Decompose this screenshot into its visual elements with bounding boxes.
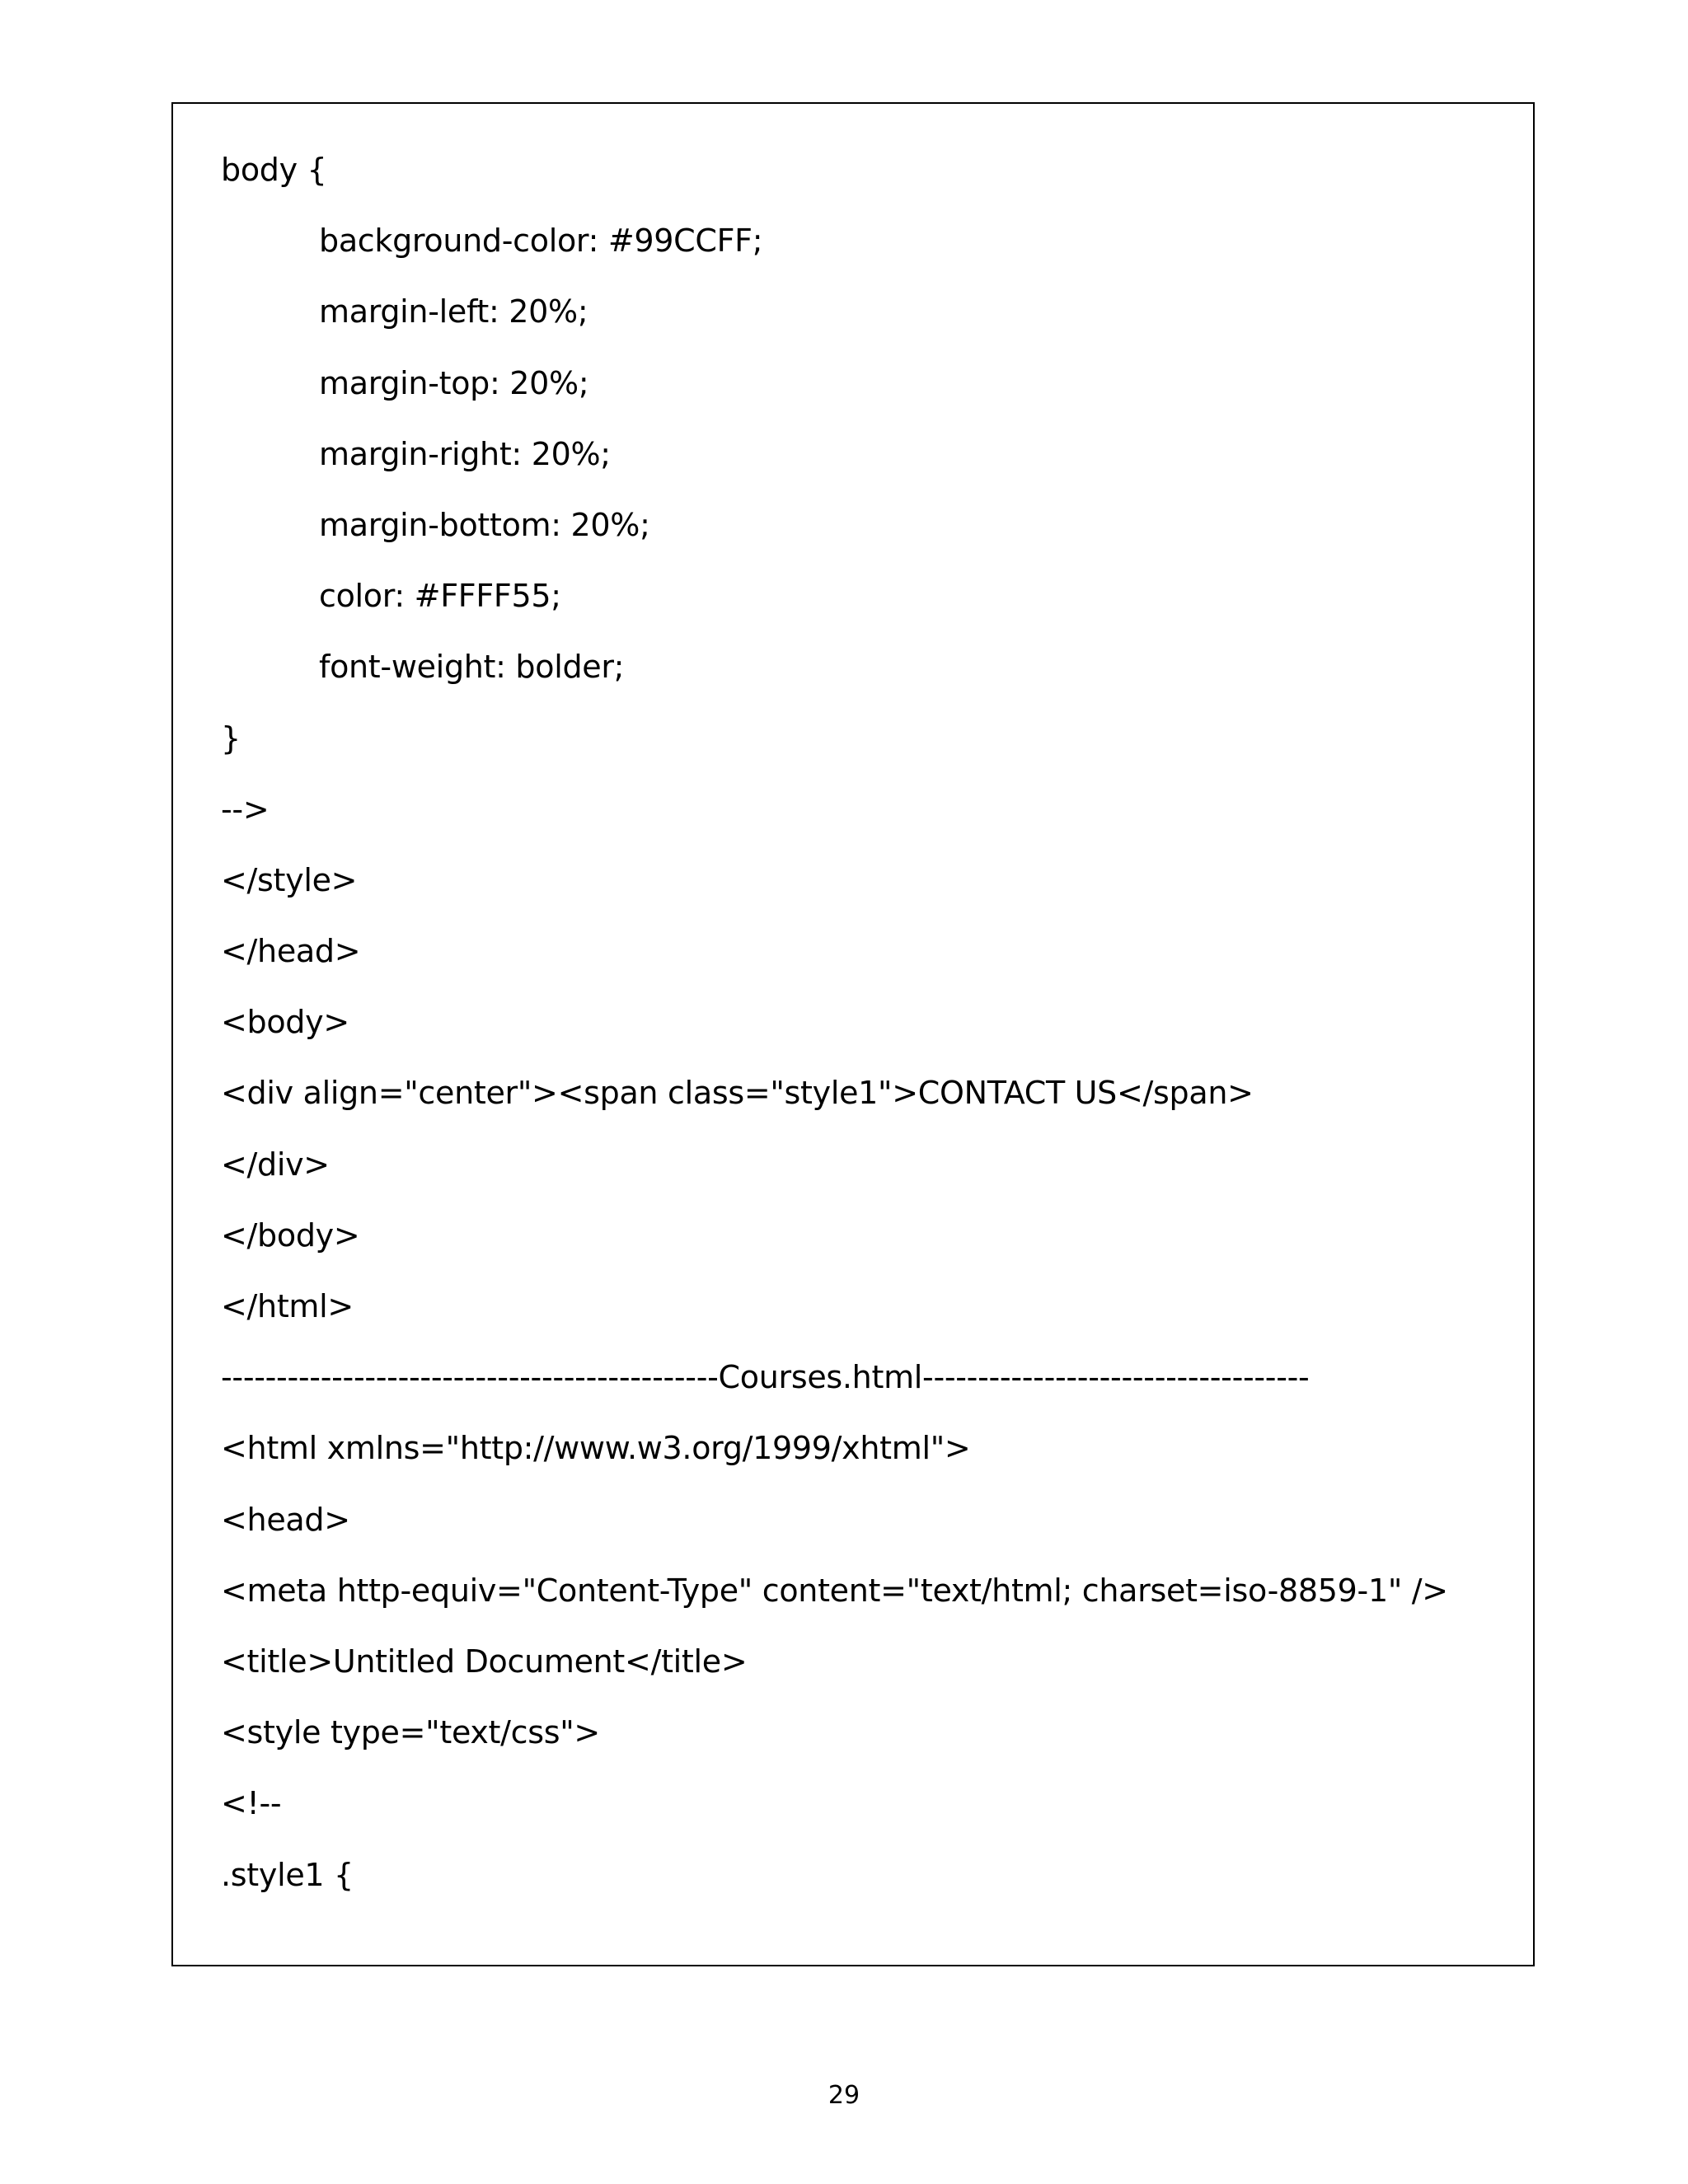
code-line: body { [221, 152, 327, 188]
code-line: <style type="text/css"> [221, 1714, 600, 1751]
code-line: </html> [221, 1288, 354, 1324]
code-line: } [221, 719, 241, 757]
code-line: margin-bottom: 20%; [319, 506, 650, 543]
code-line: margin-right: 20%; [319, 435, 611, 472]
code-line: .style1 { [221, 1856, 354, 1893]
code-line: margin-left: 20%; [319, 293, 588, 330]
file-separator-line: ---------------------------------------------Courses.html----------------------------------- [221, 1359, 1310, 1396]
code-line: margin-top: 20%; [319, 364, 589, 401]
code-line: </style> [221, 861, 358, 898]
code-line: <head> [221, 1501, 350, 1538]
code-line: </body> [221, 1216, 360, 1254]
code-line: <div align="center"><span class="style1">CONTACT US</span> [221, 1075, 1254, 1112]
code-line: --> [221, 790, 270, 827]
code-line: <meta http-equiv="Content-Type" content="text/html; charset=iso-8859-1" /> [221, 1572, 1448, 1609]
code-line: </head> [221, 933, 361, 970]
code-line: color: #FFFF55; [319, 578, 561, 615]
code-line: </div> [221, 1146, 330, 1183]
code-line: <!-- [221, 1785, 282, 1822]
code-line: background-color: #99CCFF; [319, 223, 763, 260]
code-line: <html xmlns="http://www.w3.org/1999/xhtml"> [221, 1430, 971, 1467]
page-number: 29 [828, 2081, 860, 2110]
code-listing [221, 144, 1507, 1920]
code-line: <title>Untitled Document</title> [221, 1643, 748, 1680]
code-line: <body> [221, 1004, 349, 1041]
code-line: font-weight: bolder; [319, 649, 625, 686]
